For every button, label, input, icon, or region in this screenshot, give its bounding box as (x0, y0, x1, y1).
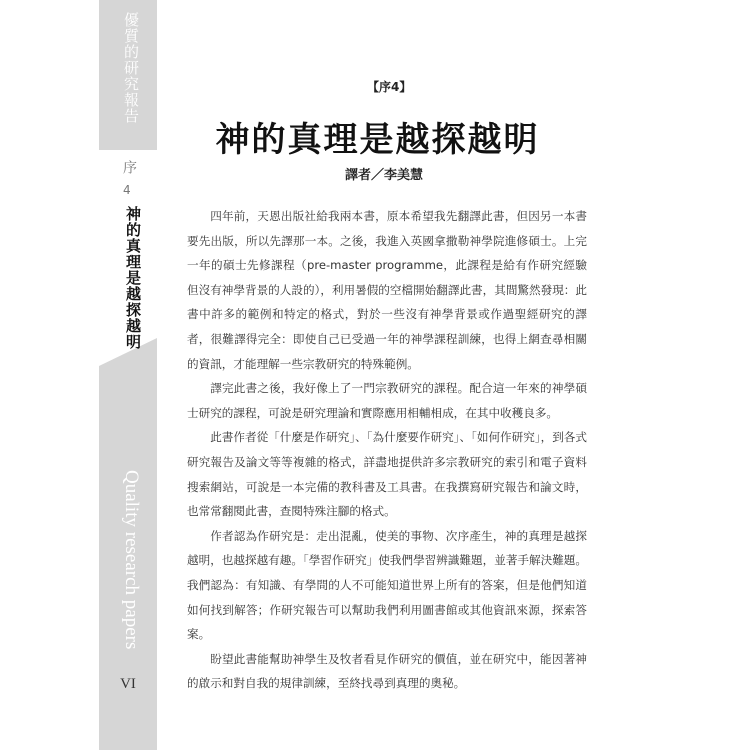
sidebar-section-label: 序 (121, 160, 137, 174)
sidebar-book-title: 優質的研究報告 (122, 12, 140, 124)
section-label: 【序4】 (367, 80, 412, 94)
paragraph: 盼望此書能幫助神學生及牧者看見作研究的價值，並在研究中，能因著神的啟示和對自我的規律訓練，至終找尋到真理的奧秘。 (187, 651, 587, 691)
translator-credit: 譯者／李美慧 (345, 168, 424, 183)
page-title: 神的真理是越探越明 (215, 120, 540, 160)
paragraph: 此書作者從「什麼是作研究」、「為什麼要作研究」、「如何作研究」，到各式研究報告及論文等等複雜的格式，詳盡地提供許多宗教研究的索引和電子資料搜索網站，可說是一本完備的教科書及工具書。在我撰寫研究報告和論文時，也常常翻閱此書，查閱特殊注腳的格式。 (187, 430, 587, 519)
page-number: VI (120, 676, 136, 692)
paragraph: 譯完此書之後，我好像上了一門宗教研究的課程。配合這一年來的神學碩士研究的課程，可說是研究理論和實際應用相輔相成，在其中收穫良多。 (187, 381, 587, 420)
body-text (187, 204, 587, 696)
book-page (99, 0, 656, 750)
paragraph: 作者認為作研究是：走出混亂，使美的事物、次序產生，神的真理是越探越明，也越探越有趣。「學習作研究」使我們學習辨識難題，並著手解決難題。我們認為：有知識、有學問的人不可能知道世界上所有的答案，但是他們知道如何找到解答；作研究報告可以幫助我們利用圖書館或其他資訊來源，探索答案。 (187, 528, 587, 642)
sidebar-section-number: 4 (123, 183, 131, 197)
sidebar-chapter-title: 神的真理是越探越明 (124, 206, 142, 350)
paragraph: 四年前，天恩出版社給我兩本書，原本希望我先翻譯此書，但因另一本書要先出版，所以先譯那一本。之後，我進入英國拿撒勒神學院進修碩士。上完一年的碩士先修課程（pre-master programme，此課程是給有作研究經驗但沒有神學背景的人設的），利用暑假的空檔開始翻譯此書，其間驚然發現：此書中許多的範例和特定的格式，對於一些沒有神學背景或作過聖經研究的譯者，很難譯得完全：即使自己已受過一年的神學課程訓練，也得上網查尋相關的資訊，才能理解一些宗教研究的特殊範例。 (187, 209, 587, 371)
sidebar-latin-title: Quality research papers (121, 470, 142, 650)
